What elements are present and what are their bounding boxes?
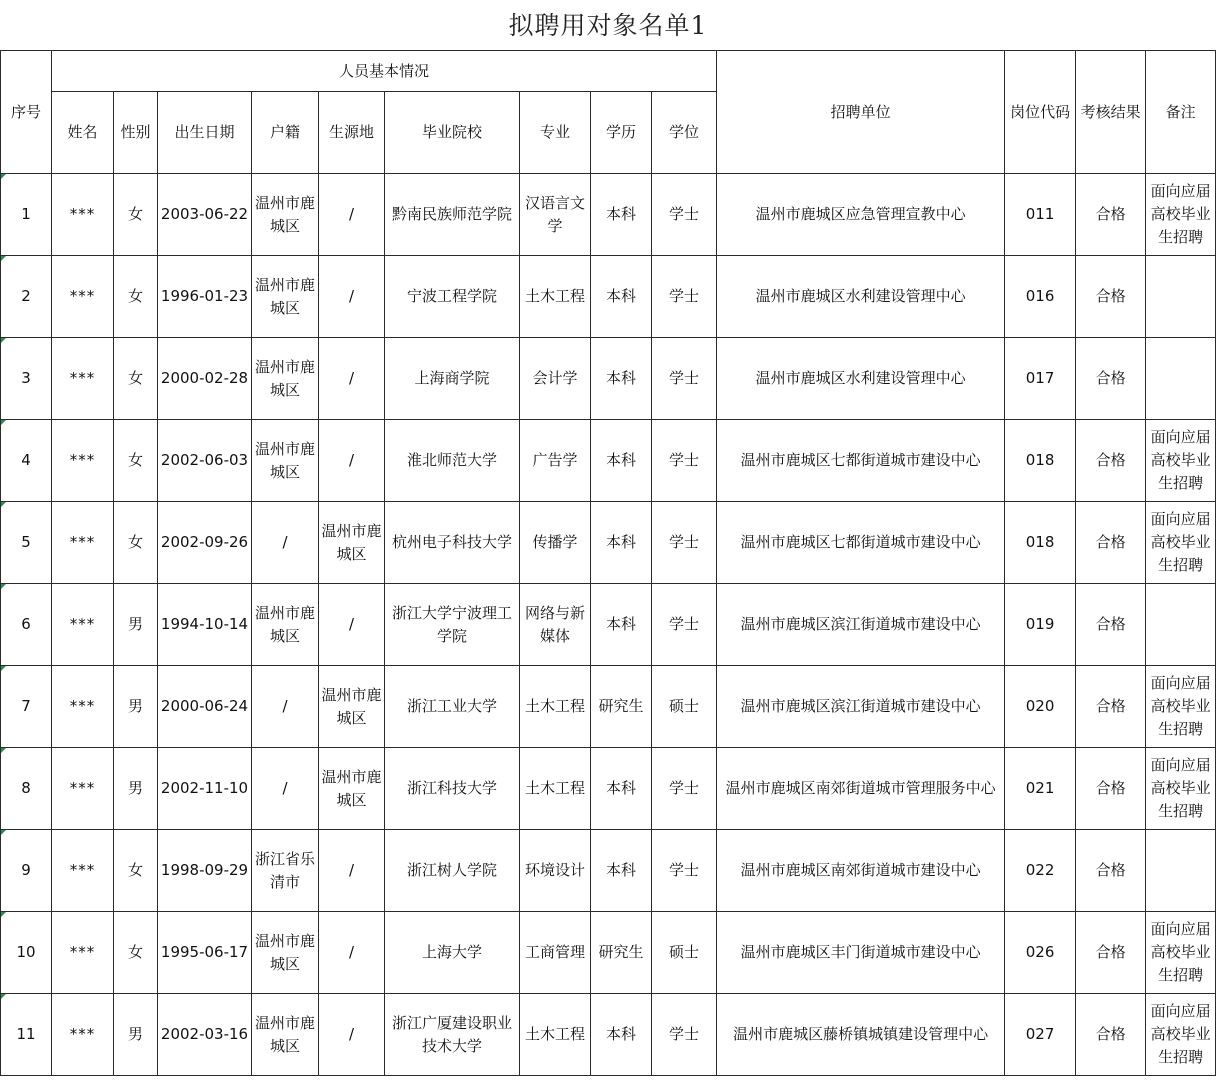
cell-hukou: 温州市鹿城区 — [252, 912, 319, 994]
cell-education: 本科 — [591, 256, 652, 338]
cell-degree: 学士 — [652, 584, 717, 666]
header-group-basic-info: 人员基本情况 — [52, 51, 717, 92]
cell-hukou: 温州市鹿城区 — [252, 174, 319, 256]
cell-result: 合格 — [1076, 338, 1146, 420]
cell-birth: 2002-06-03 — [158, 420, 252, 502]
cell-seq: 1 — [1, 174, 52, 256]
cell-seq: 4 — [1, 420, 52, 502]
cell-hukou: 温州市鹿城区 — [252, 584, 319, 666]
cell-gender: 女 — [114, 912, 158, 994]
cell-result: 合格 — [1076, 502, 1146, 584]
cell-post-code: 022 — [1005, 830, 1076, 912]
cell-origin: 温州市鹿城区 — [319, 666, 385, 748]
cell-major: 土木工程 — [520, 666, 591, 748]
cell-name: *** — [52, 994, 114, 1076]
cell-education: 本科 — [591, 338, 652, 420]
cell-gender: 女 — [114, 338, 158, 420]
cell-note — [1146, 830, 1216, 912]
cell-origin: / — [319, 584, 385, 666]
cell-unit: 温州市鹿城区七都街道城市建设中心 — [717, 420, 1005, 502]
cell-post-code: 018 — [1005, 420, 1076, 502]
cell-seq: 10 — [1, 912, 52, 994]
cell-hukou: 温州市鹿城区 — [252, 420, 319, 502]
cell-name: *** — [52, 912, 114, 994]
cell-seq: 2 — [1, 256, 52, 338]
header-seq: 序号 — [1, 51, 52, 174]
cell-post-code: 018 — [1005, 502, 1076, 584]
table-row — [1, 912, 1216, 994]
cell-note — [1146, 256, 1216, 338]
header-birth: 出生日期 — [158, 92, 252, 174]
header-gender: 性别 — [114, 92, 158, 174]
cell-birth: 1995-06-17 — [158, 912, 252, 994]
roster-table — [0, 50, 1216, 1076]
cell-note: 面向应届高校毕业生招聘 — [1146, 912, 1216, 994]
cell-origin: / — [319, 994, 385, 1076]
cell-post-code: 026 — [1005, 912, 1076, 994]
cell-education: 研究生 — [591, 912, 652, 994]
cell-birth: 1996-01-23 — [158, 256, 252, 338]
cell-name: *** — [52, 174, 114, 256]
cell-origin: / — [319, 420, 385, 502]
cell-note — [1146, 338, 1216, 420]
cell-school: 杭州电子科技大学 — [385, 502, 520, 584]
cell-result: 合格 — [1076, 830, 1146, 912]
cell-unit: 温州市鹿城区七都街道城市建设中心 — [717, 502, 1005, 584]
cell-major: 工商管理 — [520, 912, 591, 994]
table-row — [1, 584, 1216, 666]
cell-seq: 3 — [1, 338, 52, 420]
cell-school: 浙江科技大学 — [385, 748, 520, 830]
cell-birth: 1998-09-29 — [158, 830, 252, 912]
cell-education: 研究生 — [591, 666, 652, 748]
cell-education: 本科 — [591, 174, 652, 256]
cell-origin: / — [319, 174, 385, 256]
cell-result: 合格 — [1076, 174, 1146, 256]
cell-hukou: 温州市鹿城区 — [252, 994, 319, 1076]
header-origin: 生源地 — [319, 92, 385, 174]
cell-name: *** — [52, 748, 114, 830]
cell-degree: 学士 — [652, 174, 717, 256]
table-row — [1, 338, 1216, 420]
cell-major: 传播学 — [520, 502, 591, 584]
cell-school: 上海商学院 — [385, 338, 520, 420]
cell-degree: 硕士 — [652, 666, 717, 748]
cell-degree: 学士 — [652, 420, 717, 502]
cell-degree: 学士 — [652, 994, 717, 1076]
cell-origin: 温州市鹿城区 — [319, 748, 385, 830]
cell-note: 面向应届高校毕业生招聘 — [1146, 502, 1216, 584]
cell-hukou: / — [252, 748, 319, 830]
cell-degree: 学士 — [652, 748, 717, 830]
cell-seq: 7 — [1, 666, 52, 748]
cell-birth: 2003-06-22 — [158, 174, 252, 256]
cell-result: 合格 — [1076, 912, 1146, 994]
table-row — [1, 502, 1216, 584]
cell-school: 浙江广厦建设职业技术大学 — [385, 994, 520, 1076]
cell-hukou: / — [252, 666, 319, 748]
cell-note: 面向应届高校毕业生招聘 — [1146, 420, 1216, 502]
cell-school: 浙江工业大学 — [385, 666, 520, 748]
header-post-code: 岗位代码 — [1005, 51, 1076, 174]
table-row — [1, 748, 1216, 830]
cell-school: 宁波工程学院 — [385, 256, 520, 338]
cell-name: *** — [52, 256, 114, 338]
table-row — [1, 256, 1216, 338]
cell-gender: 女 — [114, 174, 158, 256]
cell-unit: 温州市鹿城区滨江街道城市建设中心 — [717, 666, 1005, 748]
cell-result: 合格 — [1076, 748, 1146, 830]
header-school: 毕业院校 — [385, 92, 520, 174]
cell-education: 本科 — [591, 502, 652, 584]
cell-major: 土木工程 — [520, 748, 591, 830]
cell-result: 合格 — [1076, 256, 1146, 338]
table-row — [1, 994, 1216, 1076]
cell-post-code: 020 — [1005, 666, 1076, 748]
cell-degree: 学士 — [652, 256, 717, 338]
cell-school: 上海大学 — [385, 912, 520, 994]
cell-education: 本科 — [591, 830, 652, 912]
cell-name: *** — [52, 338, 114, 420]
cell-unit: 温州市鹿城区藤桥镇城镇建设管理中心 — [717, 994, 1005, 1076]
cell-gender: 女 — [114, 502, 158, 584]
cell-post-code: 017 — [1005, 338, 1076, 420]
cell-result: 合格 — [1076, 994, 1146, 1076]
header-name: 姓名 — [52, 92, 114, 174]
header-education: 学历 — [591, 92, 652, 174]
cell-post-code: 027 — [1005, 994, 1076, 1076]
cell-result: 合格 — [1076, 420, 1146, 502]
cell-post-code: 019 — [1005, 584, 1076, 666]
header-result: 考核结果 — [1076, 51, 1146, 174]
cell-unit: 温州市鹿城区南郊街道城市管理服务中心 — [717, 748, 1005, 830]
cell-gender: 男 — [114, 584, 158, 666]
cell-note: 面向应届高校毕业生招聘 — [1146, 666, 1216, 748]
cell-major: 环境设计 — [520, 830, 591, 912]
cell-gender: 女 — [114, 256, 158, 338]
header-unit: 招聘单位 — [717, 51, 1005, 174]
cell-unit: 温州市鹿城区滨江街道城市建设中心 — [717, 584, 1005, 666]
cell-hukou: 温州市鹿城区 — [252, 256, 319, 338]
cell-gender: 女 — [114, 830, 158, 912]
header-hukou: 户籍 — [252, 92, 319, 174]
cell-education: 本科 — [591, 748, 652, 830]
table-row — [1, 174, 1216, 256]
cell-education: 本科 — [591, 584, 652, 666]
table-row — [1, 666, 1216, 748]
cell-gender: 女 — [114, 420, 158, 502]
cell-unit: 温州市鹿城区水利建设管理中心 — [717, 338, 1005, 420]
cell-major: 会计学 — [520, 338, 591, 420]
cell-name: *** — [52, 502, 114, 584]
cell-education: 本科 — [591, 420, 652, 502]
header-note: 备注 — [1146, 51, 1216, 174]
cell-unit: 温州市鹿城区丰门街道城市建设中心 — [717, 912, 1005, 994]
cell-seq: 11 — [1, 994, 52, 1076]
cell-name: *** — [52, 584, 114, 666]
header-row-top — [1, 51, 1216, 92]
cell-school: 黔南民族师范学院 — [385, 174, 520, 256]
cell-note — [1146, 584, 1216, 666]
cell-gender: 男 — [114, 994, 158, 1076]
header-major: 专业 — [520, 92, 591, 174]
cell-hukou: 温州市鹿城区 — [252, 338, 319, 420]
cell-seq: 6 — [1, 584, 52, 666]
cell-post-code: 016 — [1005, 256, 1076, 338]
cell-birth: 2002-03-16 — [158, 994, 252, 1076]
cell-school: 浙江树人学院 — [385, 830, 520, 912]
cell-name: *** — [52, 420, 114, 502]
cell-degree: 学士 — [652, 502, 717, 584]
cell-origin: / — [319, 338, 385, 420]
cell-birth: 2000-06-24 — [158, 666, 252, 748]
cell-school: 浙江大学宁波理工学院 — [385, 584, 520, 666]
header-degree: 学位 — [652, 92, 717, 174]
cell-origin: / — [319, 830, 385, 912]
cell-education: 本科 — [591, 994, 652, 1076]
cell-origin: / — [319, 912, 385, 994]
cell-post-code: 021 — [1005, 748, 1076, 830]
cell-major: 土木工程 — [520, 994, 591, 1076]
cell-birth: 2002-09-26 — [158, 502, 252, 584]
cell-gender: 男 — [114, 666, 158, 748]
roster-body — [1, 174, 1216, 1076]
cell-major: 广告学 — [520, 420, 591, 502]
cell-post-code: 011 — [1005, 174, 1076, 256]
cell-result: 合格 — [1076, 584, 1146, 666]
document-title: 拟聘用对象名单1 — [508, 11, 708, 40]
table-row — [1, 420, 1216, 502]
cell-major: 网络与新媒体 — [520, 584, 591, 666]
cell-birth: 1994-10-14 — [158, 584, 252, 666]
cell-unit: 温州市鹿城区应急管理宣教中心 — [717, 174, 1005, 256]
cell-seq: 9 — [1, 830, 52, 912]
cell-gender: 男 — [114, 748, 158, 830]
cell-hukou: / — [252, 502, 319, 584]
cell-note: 面向应届高校毕业生招聘 — [1146, 748, 1216, 830]
cell-hukou: 浙江省乐清市 — [252, 830, 319, 912]
cell-school: 淮北师范大学 — [385, 420, 520, 502]
cell-note: 面向应届高校毕业生招聘 — [1146, 174, 1216, 256]
cell-name: *** — [52, 830, 114, 912]
cell-note: 面向应届高校毕业生招聘 — [1146, 994, 1216, 1076]
cell-seq: 5 — [1, 502, 52, 584]
cell-unit: 温州市鹿城区水利建设管理中心 — [717, 256, 1005, 338]
cell-birth: 2002-11-10 — [158, 748, 252, 830]
cell-degree: 学士 — [652, 338, 717, 420]
cell-origin: 温州市鹿城区 — [319, 502, 385, 584]
table-row — [1, 830, 1216, 912]
cell-major: 土木工程 — [520, 256, 591, 338]
cell-origin: / — [319, 256, 385, 338]
cell-birth: 2000-02-28 — [158, 338, 252, 420]
cell-degree: 硕士 — [652, 912, 717, 994]
cell-major: 汉语言文学 — [520, 174, 591, 256]
cell-degree: 学士 — [652, 830, 717, 912]
cell-result: 合格 — [1076, 666, 1146, 748]
cell-name: *** — [52, 666, 114, 748]
cell-unit: 温州市鹿城区南郊街道城市建设中心 — [717, 830, 1005, 912]
cell-seq: 8 — [1, 748, 52, 830]
